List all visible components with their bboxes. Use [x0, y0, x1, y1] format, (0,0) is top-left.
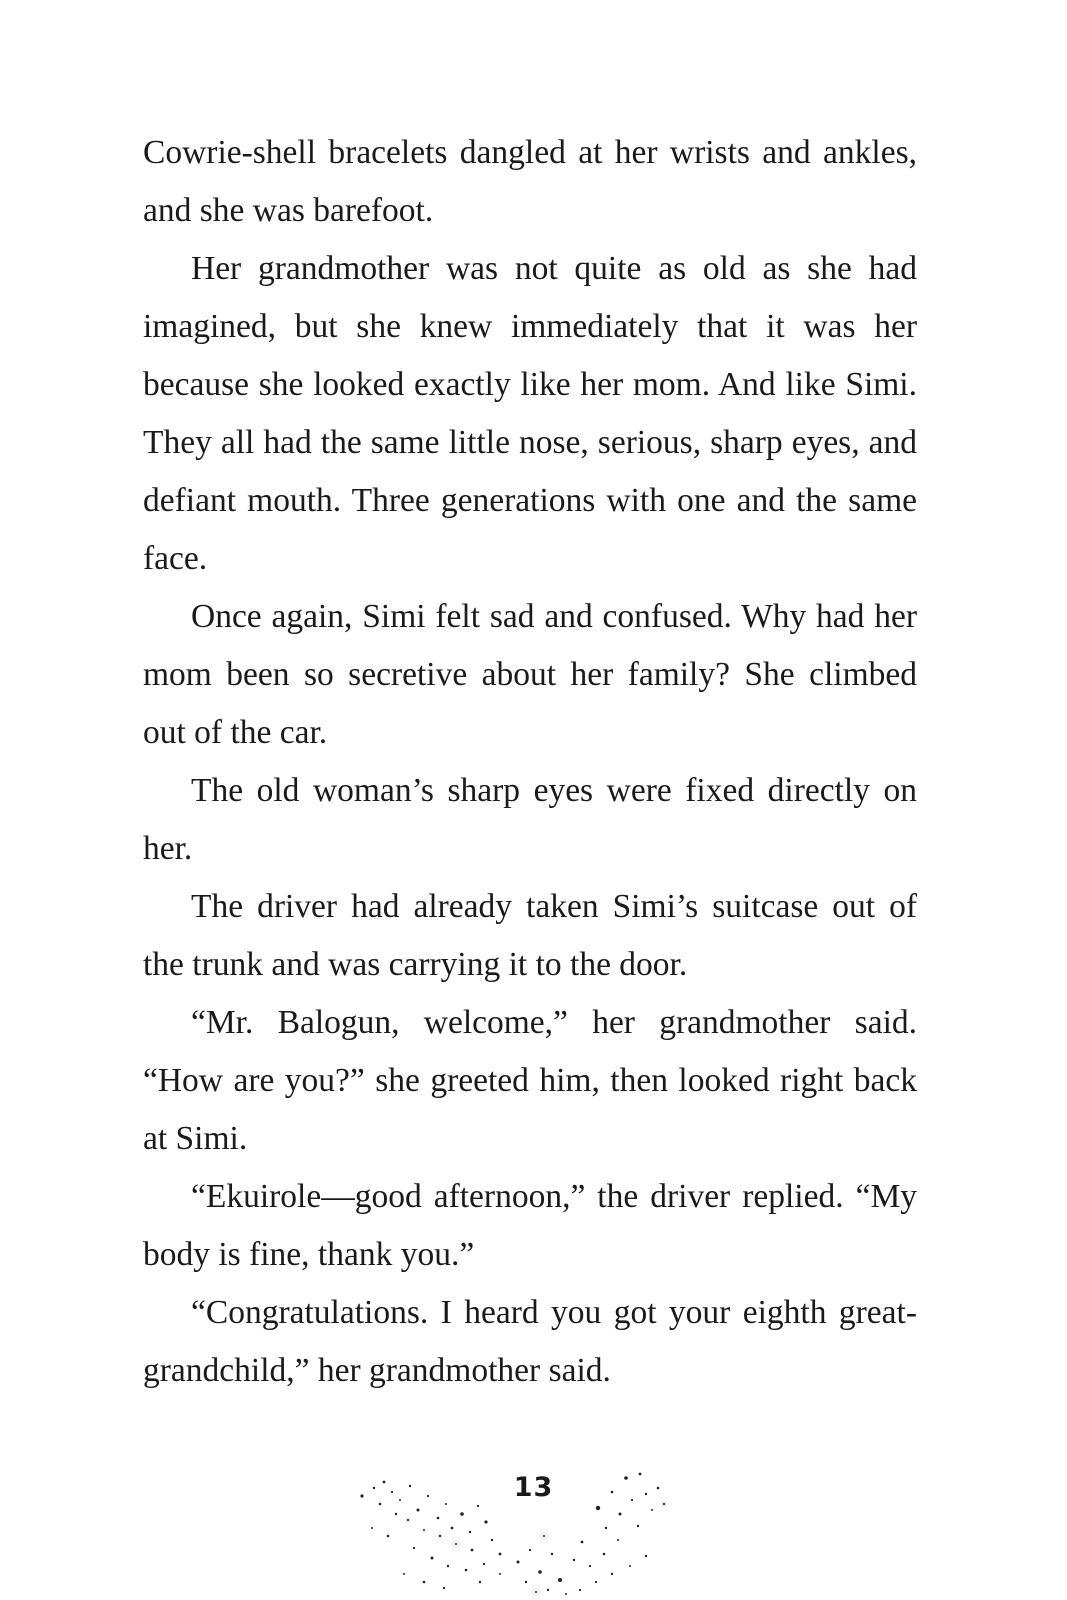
paragraph-2: Her grandmother was not quite as old as she had imagined, but she knew immediately that it was her because she looked exactly like her mom. And like Simi. They all had the same little nose, serious, sharp eyes, and defiant mouth. Three generations with one and the same face.	[143, 250, 917, 577]
paragraph-6: “Mr. Balogun, welcome,” her grandmother said. “How are you?” she greeted him, then looked right back at Simi.	[143, 1004, 917, 1157]
page-body	[143, 124, 917, 1400]
paragraph-4: The old woman’s sharp eyes were fixed directly on her.	[143, 772, 917, 867]
paragraph-8: “Congratulations. I heard you got your eighth great-grandchild,” her grandmother said.	[143, 1294, 917, 1389]
paragraph-7: “Ekuirole—good afternoon,” the driver replied. “My body is fine, thank you.”	[143, 1178, 917, 1273]
page-footer	[0, 1470, 1067, 1600]
page-number: 13	[513, 1472, 554, 1503]
paragraph-5: The driver had already taken Simi’s suitcase out of the trunk and was carrying it to the door.	[143, 888, 917, 983]
paragraph-1: Cowrie-shell bracelets dangled at her wrists and ankles, and she was barefoot.	[143, 134, 917, 229]
paragraph-3: Once again, Simi felt sad and confused. Why had her mom been so secretive about her family? She climbed out of the car.	[143, 598, 917, 751]
